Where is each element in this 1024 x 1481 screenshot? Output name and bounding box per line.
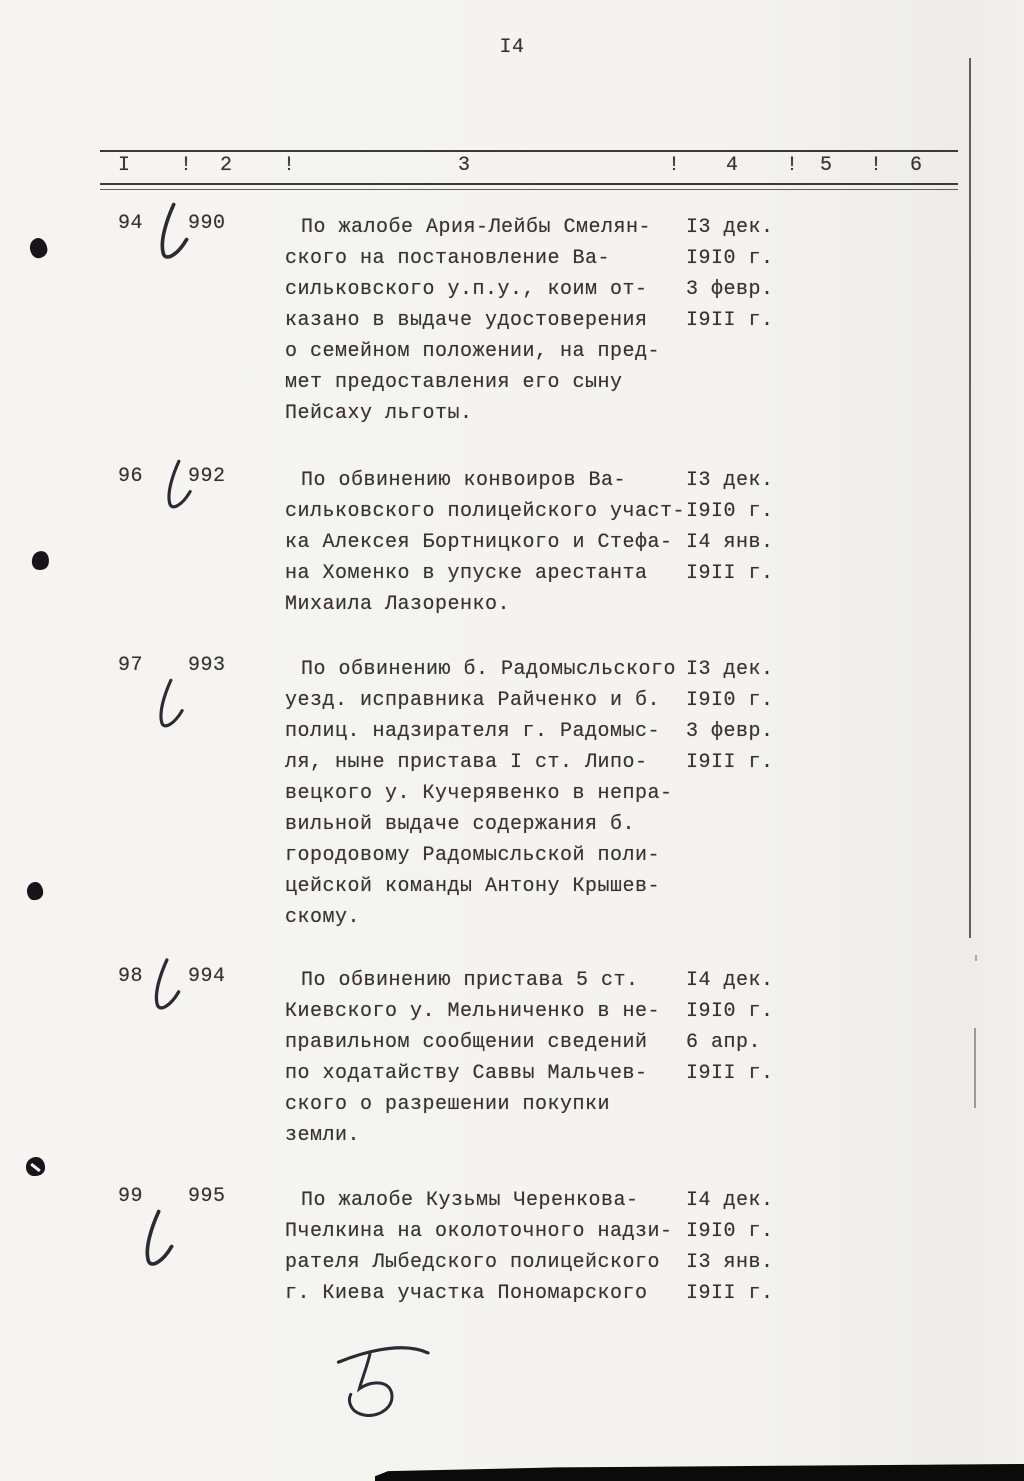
date-line: I9I0 г.	[686, 1220, 774, 1243]
description-line: скому.	[285, 906, 361, 929]
header-separator: !	[786, 154, 799, 177]
handwritten-checkmark	[147, 958, 189, 1015]
entry-description	[285, 654, 695, 933]
header-col-2: 2	[220, 154, 233, 177]
description-line: Пчелкина на околоточного надзи-	[285, 1220, 673, 1243]
table-row	[0, 212, 1024, 429]
description-line: по ходатайству Саввы Мальчев-	[285, 1062, 648, 1085]
header-rule-bottom	[100, 183, 958, 185]
date-line: I4 дек.	[686, 969, 774, 992]
description-line: рателя Лыбедского полицейского	[285, 1251, 661, 1274]
date-line: 3 февр.	[686, 720, 774, 743]
date-line: I9II г.	[686, 309, 774, 332]
case-number: 992	[188, 465, 226, 488]
description-line: цейской команды Антону Крышев-	[285, 875, 661, 898]
entry-number: 97	[118, 654, 144, 677]
date-line: I3 янв.	[686, 1251, 774, 1274]
case-number: 990	[188, 212, 226, 235]
table-row	[0, 654, 1024, 933]
header-separator: !	[180, 154, 193, 177]
header-separator: !	[870, 154, 883, 177]
date-line: I4 янв.	[686, 531, 774, 554]
description-line: По обвинению пристава 5 ст.	[301, 969, 639, 992]
date-line: I9I0 г.	[686, 247, 774, 270]
date-line: I9I0 г.	[686, 1000, 774, 1023]
date-line: I9I0 г.	[686, 689, 774, 712]
description-line: По жалобе Ария-Лейбы Смелян-	[301, 216, 652, 239]
description-line: земли.	[285, 1124, 361, 1147]
page-number: I4	[499, 36, 525, 59]
date-line: 6 апр.	[686, 1031, 762, 1054]
header-col-I: I	[118, 154, 131, 177]
entry-description	[285, 1185, 695, 1309]
entry-number: 98	[118, 965, 144, 988]
header-separator: !	[668, 154, 681, 177]
description-line: ского о разрешении покупки	[285, 1093, 611, 1116]
header-col-5: 5	[820, 154, 833, 177]
date-line: I3 дек.	[686, 216, 774, 239]
scan-edge-line-lower	[974, 1028, 976, 1108]
description-line: на Хоменко в упуске арестанта	[285, 562, 648, 585]
table-row	[0, 965, 1024, 1151]
date-line: I9II г.	[686, 751, 774, 774]
entries	[0, 212, 1024, 1309]
description-line: сильковского у.п.у., коим от-	[285, 278, 648, 301]
description-line: вецкого у. Кучерявенко в непра-	[285, 782, 673, 805]
description-line: мет предоставления его сыну	[285, 371, 623, 394]
ink-blot	[26, 1157, 45, 1176]
table-row	[0, 465, 1024, 620]
header-rule-bottom-2	[100, 189, 958, 190]
description-line: Пейсаху льготы.	[285, 402, 473, 425]
table-row	[0, 1185, 1024, 1309]
description-line: По жалобе Кузьмы Черенкова-	[301, 1189, 639, 1212]
entry-description	[285, 965, 695, 1151]
description-line: Михаила Лазоренко.	[285, 593, 511, 616]
description-line: г. Киева участка Пономарского	[285, 1282, 648, 1305]
header-col-4: 4	[726, 154, 739, 177]
description-line: ля, ныне пристава I ст. Липо-	[285, 751, 648, 774]
entry-number: 99	[118, 1185, 144, 1208]
date-line: I3 дек.	[686, 658, 774, 681]
case-number: 994	[188, 965, 226, 988]
entry-dates	[686, 212, 806, 336]
handwritten-checkmark	[160, 459, 200, 513]
scan-artifact-bar	[375, 1464, 1024, 1481]
description-line: о семейном положении, на пред-	[285, 340, 661, 363]
description-line: сильковского полицейского участ-	[285, 500, 686, 523]
header-col-6: 6	[910, 154, 923, 177]
date-line: I3 дек.	[686, 469, 774, 492]
handwritten-checkmark	[152, 678, 192, 732]
scan-edge-dot	[975, 955, 977, 961]
description-line: уезд. исправника Райченко и б.	[285, 689, 661, 712]
date-line: I4 дек.	[686, 1189, 774, 1212]
description-line: По обвинению б. Радомысльского	[301, 658, 677, 681]
entry-number: 94	[118, 212, 144, 235]
description-line: казано в выдаче удостоверения	[285, 309, 648, 332]
table-header	[0, 152, 1024, 183]
entry-dates	[686, 654, 806, 778]
handwritten-checkmark	[152, 202, 198, 264]
date-line: I9I0 г.	[686, 500, 774, 523]
ink-blot-highlight	[30, 1162, 41, 1171]
entry-number: 96	[118, 465, 144, 488]
description-line: городовому Радомысльской поли-	[285, 844, 661, 867]
header-separator: !	[283, 154, 296, 177]
date-line: I9II г.	[686, 1062, 774, 1085]
entry-dates	[686, 1185, 806, 1309]
description-line: полиц. надзирателя г. Радомыс-	[285, 720, 661, 743]
entry-dates	[686, 965, 806, 1089]
header-col-3: 3	[458, 154, 471, 177]
entry-description	[285, 212, 695, 429]
description-line: Киевского у. Мельниченко в не-	[285, 1000, 661, 1023]
case-number: 995	[188, 1185, 226, 1208]
handwritten-scribble-5	[329, 1336, 440, 1428]
entry-dates	[686, 465, 806, 589]
description-line: По обвинению конвоиров Ва-	[301, 469, 627, 492]
date-line: I9II г.	[686, 562, 774, 585]
description-line: ка Алексея Бортницкого и Стефа-	[285, 531, 673, 554]
description-line: вильной выдаче содержания б.	[285, 813, 636, 836]
case-number: 993	[188, 654, 226, 677]
description-line: ского на постановление Ва-	[285, 247, 611, 270]
scan-edge-line	[969, 58, 971, 938]
description-line: правильном сообщении сведений	[285, 1031, 648, 1054]
date-line: I9II г.	[686, 1282, 774, 1305]
entry-description	[285, 465, 695, 620]
date-line: 3 февр.	[686, 278, 774, 301]
handwritten-checkmark	[137, 1209, 183, 1271]
